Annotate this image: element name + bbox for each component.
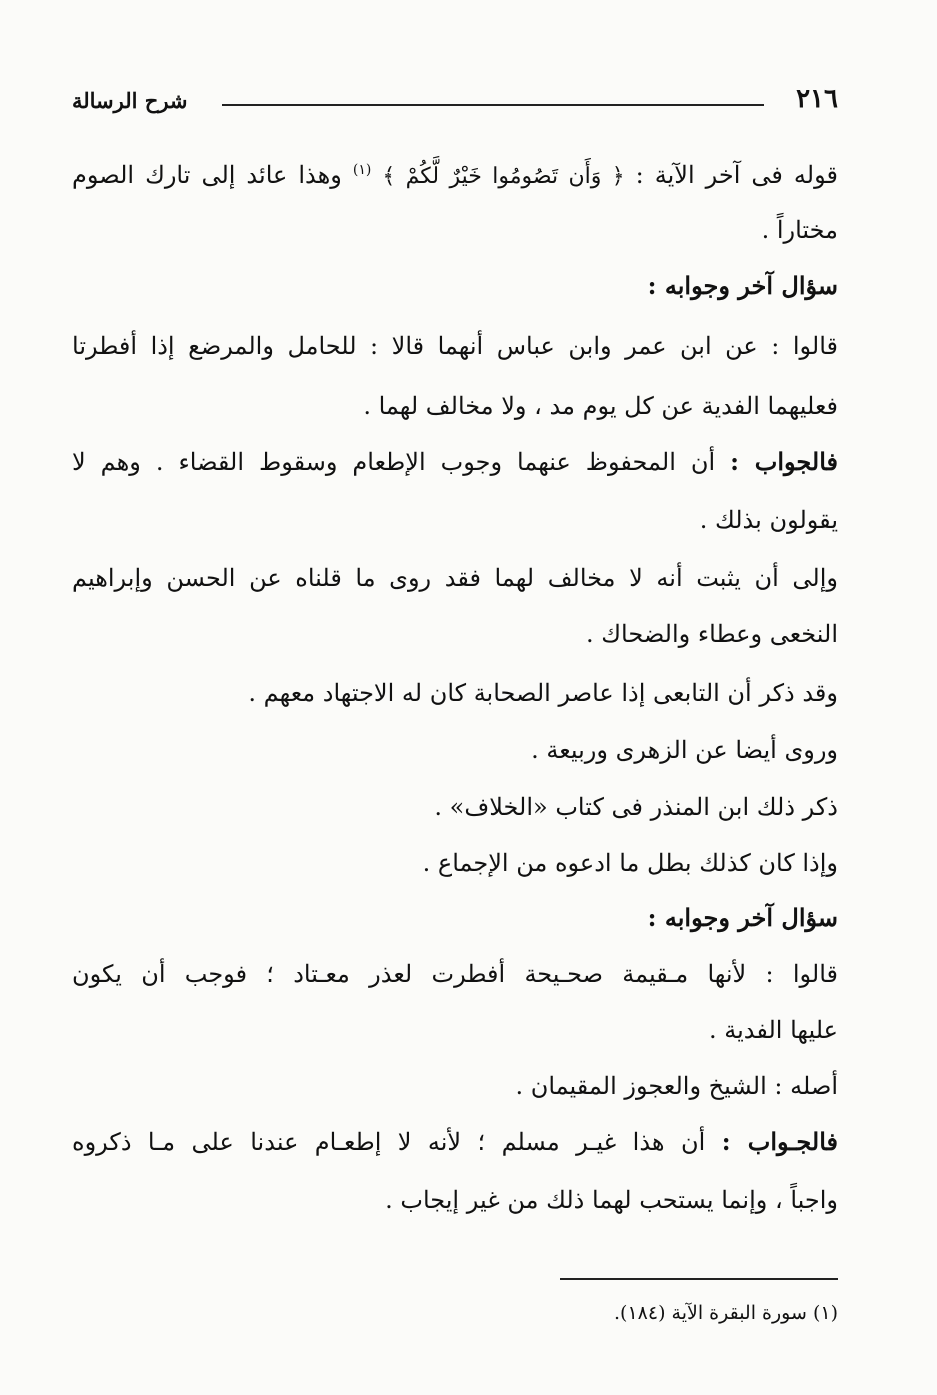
text-line: أصله : الشيخ والعجوز المقيمان .	[515, 1072, 838, 1100]
footnote-ref: (١)	[352, 162, 372, 178]
text-line: وروى أيضا عن الزهرى وربيعة .	[531, 736, 838, 764]
section-heading: سؤال آخر وجوابه :	[647, 271, 838, 300]
text-line: وإذا كان كذلك بطل ما ادعوه من الإجماع .	[422, 849, 838, 877]
page-header	[72, 84, 838, 124]
running-title: شرح الرسالة	[72, 88, 188, 113]
text-line	[72, 1122, 838, 1162]
text-line: قالوا : عن ابن عمر وابن عباس أنهما قالا : للحامل والمرضع إذا أفطرتا	[72, 332, 838, 360]
page-number: ٢١٦	[796, 84, 838, 114]
footnote-rule	[560, 1278, 838, 1280]
footnote: (١) سورة البقرة الآية (١٨٤).	[613, 1302, 838, 1324]
text-segment: وهذا عائد إلى تارك الصوم	[72, 161, 342, 189]
section-heading: سؤال آخر وجوابه :	[647, 903, 838, 932]
text-line: مختاراً .	[761, 216, 838, 244]
header-rule	[222, 104, 764, 106]
text-line: ذكر ذلك ابن المنذر فى كتاب «الخلاف» .	[434, 793, 838, 821]
text-line: عليها الفدية .	[708, 1016, 838, 1044]
text-line: وإلى أن يثبت أنه لا مخالف لهما فقد روى ما قلناه عن الحسن وإبراهيم	[72, 564, 838, 592]
text-line	[72, 442, 838, 482]
answer-label: فالجواب :	[730, 447, 838, 476]
text-line: النخعى وعطاء والضحاك .	[586, 620, 838, 648]
text-segment: أن المحفوظ عنهما وجوب الإطعام وسقوط القضاء . وهم لا	[72, 448, 716, 476]
answer-label: فالجـواب :	[721, 1127, 838, 1156]
text-segment: أن هذا غيـر مسلم ؛ لأنه لا إطعـام عندنا على مـا ذكروه	[72, 1128, 706, 1156]
text-line: يقولون بذلك .	[699, 506, 838, 534]
text-line: وقد ذكر أن التابعى إذا عاصر الصحابة كان له الاجتهاد معهم .	[248, 679, 838, 707]
text-line: فعليهما الفدية عن كل يوم مد ، ولا مخالف لهما .	[363, 392, 838, 420]
text-line: قالوا : لأنها مـقيمة صحـيحة أفطرت لعذر معـتاد ؛ فوجب أن يكون	[72, 960, 838, 988]
text-segment: قوله فى آخر الآية :	[635, 161, 838, 189]
text-line: واجباً ، وإنما يستحب لهما ذلك من غير إيجاب .	[385, 1186, 838, 1214]
text-line	[72, 150, 838, 190]
quran-verse: ﴿ وَأَن تَصُومُوا خَيْرٌ لَّكُمْ ﴾	[382, 164, 625, 189]
